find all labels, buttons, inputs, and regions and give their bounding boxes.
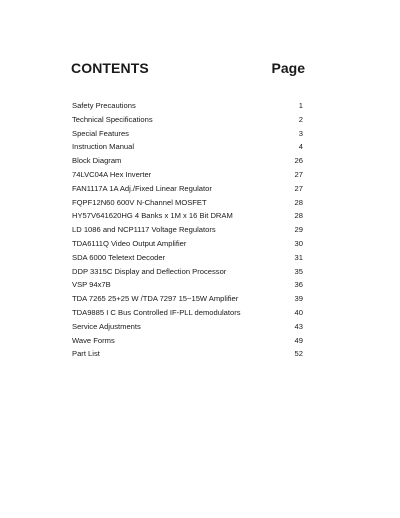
toc-entry-title: TDA 7265 25+25 W /TDA 7297 15~15W Amplifier (72, 294, 239, 304)
toc-entry (72, 127, 303, 141)
toc-entry-title: Part List (72, 349, 100, 359)
toc-entry (72, 265, 303, 279)
toc-entry-title: Instruction Manual (72, 142, 135, 152)
toc-entry-title: Special Features (72, 128, 129, 138)
toc-entry-title: TDA6111Q Video Output Amplifier (72, 238, 187, 248)
toc-entry-title: VSP 94x7B (72, 280, 111, 290)
contents-header (71, 60, 305, 80)
toc-entry (72, 306, 303, 320)
table-of-contents (72, 99, 303, 361)
toc-entry-title: Service Adjustments (72, 321, 141, 331)
toc-entry-title: FAN1117A 1A Adj./Fixed Linear Regulator (72, 183, 212, 193)
contents-title: CONTENTS (71, 60, 149, 76)
toc-entry (72, 182, 303, 196)
toc-entry-page: 31 (294, 252, 303, 262)
toc-entry (72, 292, 303, 306)
toc-entry (72, 196, 303, 210)
toc-entry-title: Wave Forms (72, 335, 115, 345)
toc-entry-page: 52 (294, 349, 303, 359)
toc-entry-title: SDA 6000 Teletext Decoder (72, 252, 166, 262)
toc-entry-page: 30 (294, 238, 303, 248)
toc-entry-page: 28 (294, 197, 303, 207)
toc-entry-page: 1 (298, 101, 303, 110)
toc-entry-title: Technical Specifications (72, 114, 153, 124)
toc-entry-page: 26 (294, 156, 303, 166)
toc-entry-title: Safety Precautions (72, 101, 136, 110)
toc-entry (72, 140, 303, 154)
toc-entry-title: FQPF12N60 600V N-Channel MOSFET (72, 197, 207, 207)
toc-entry-page: 35 (294, 266, 303, 276)
toc-entry-page: 39 (294, 294, 303, 304)
toc-entry-title: LD 1086 and NCP1117 Voltage Regulators (72, 225, 216, 235)
toc-entry-title: DDP 3315C Display and Deflection Processor (72, 266, 227, 276)
toc-entry (72, 113, 303, 127)
toc-entry-title: Block Diagram (72, 156, 122, 166)
page-column-label: Page (271, 60, 305, 76)
toc-entry (72, 320, 303, 334)
toc-entry-page: 40 (294, 307, 303, 317)
toc-entry (72, 154, 303, 168)
toc-entry (72, 223, 303, 237)
toc-entry (72, 99, 303, 113)
toc-entry (72, 334, 303, 348)
toc-entry-page: 43 (294, 321, 303, 331)
toc-entry-page: 3 (298, 128, 303, 138)
toc-entry-page: 28 (294, 211, 303, 221)
toc-entry (72, 237, 303, 251)
toc-entry-page: 49 (294, 335, 303, 345)
toc-entry-title: HY57V641620HG 4 Banks x 1M x 16 Bit DRAM (72, 211, 233, 221)
toc-entry-page: 4 (298, 142, 303, 152)
toc-entry (72, 278, 303, 292)
toc-entry-page: 27 (294, 183, 303, 193)
toc-entry-page: 27 (294, 169, 303, 179)
toc-entry (72, 168, 303, 182)
toc-entry (72, 347, 303, 361)
toc-entry (72, 251, 303, 265)
toc-entry-title: 74LVC04A Hex Inverter (72, 169, 152, 179)
toc-entry-page: 2 (298, 114, 303, 124)
toc-entry (72, 209, 303, 223)
toc-entry-page: 36 (294, 280, 303, 290)
toc-entry-page: 29 (294, 225, 303, 235)
toc-entry-title: TDA9885 I C Bus Controlled IF-PLL demodulators (72, 307, 241, 317)
